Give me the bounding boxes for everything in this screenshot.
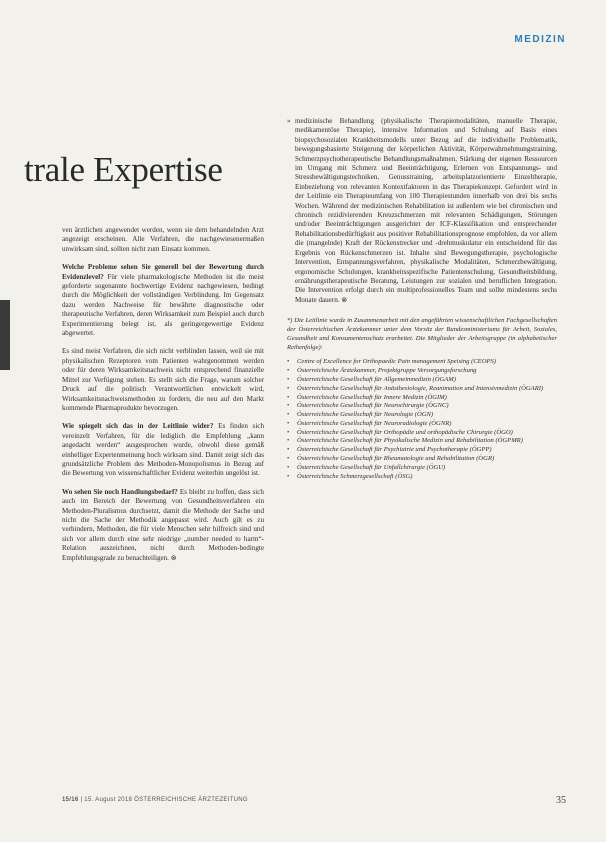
organization-list-item xyxy=(287,446,557,455)
organization-name: Österreichische Gesellschaft für Neuroradiologie (ÖGNR) xyxy=(297,419,452,427)
organization-name: Centre of Excellence for Orthopaedic Pain management Speising (CEOPS) xyxy=(297,358,496,366)
bullet-marker: » xyxy=(287,117,291,125)
section-label: MEDIZIN xyxy=(514,34,566,45)
left-edge-image-fragment xyxy=(0,300,10,370)
organization-list-item xyxy=(287,411,557,420)
interview-question: Wie spiegelt sich das in der Leitlinie wider? xyxy=(62,422,214,431)
footnote: *) Die Leitlinie wurde in Zusammenarbeit mit den angeführten wissenschaftlichen Fachgesellschaften der Österreichischen Ärztekammer unter dem Vorsitz der Bundesministeriums für Arbeit, Soziales, Gesundheit und Konsumentenschutz erarbeitet. Die Mitglieder der Arbeitsgruppe (in alphabetischer Reihenfolge): xyxy=(287,317,557,351)
organization-list-item xyxy=(287,473,557,482)
bullet-icon: • xyxy=(287,446,290,454)
organization-name: Österreichische Schmerzgesellschaft (ÖSG) xyxy=(297,472,413,480)
organization-list-item xyxy=(287,455,557,464)
organization-name: Österreichische Gesellschaft für Neurochirurgie (ÖGNC) xyxy=(297,402,449,410)
end-of-article-icon: ⊗ xyxy=(170,553,177,562)
bullet-icon: • xyxy=(287,393,290,401)
organization-list-item xyxy=(287,367,557,376)
paragraph: Es sind meist Verfahren, die sich nicht verblinden lassen, weil sie mit physikalischen Rezeptoren vom Patienten wahrgenommen werden oder für deren Wirksamkeitsnachweis nicht entsprechend finanzielle Mittel zur Verfügung stehen. Es stellt sich die Frage, warum solcher Druck auf die politisch Verantwortlichen entwickelt wird, Wirksamkeitsnachweismethoden zu fordern, die neu auf den Markt kommende Pharmaprodukte bevorzugen. xyxy=(62,347,264,412)
organization-name: Österreichische Ärztekammer, Projektgruppe Versorgungsforschung xyxy=(297,367,477,375)
organization-list-item xyxy=(287,358,557,367)
bullet-icon: • xyxy=(287,402,290,410)
publication-name: ÖSTERREICHISCHE ÄRZTEZEITUNG xyxy=(134,797,248,803)
interview-answer: Es bleibt zu hoffen, dass sich auch im Bereich der Bewertung von Gesundheitsverfahren ein Methoden-Pluralismus durchsetzt, damit die Methode der Sache und nicht die Sache der Methodik angepasst wird. Auch gilt es zu verhindern, Methoden, die für viele Menschen sehr hilfreich sind und sich vor allem durch eine sehr niedrige „number needed to harm“-Relation auszeichnen, nicht durch Methoden-bedingte Empfehlungsgrade zu benachteiligen. xyxy=(62,487,264,562)
interview-question: Welche Probleme sehen Sie generell bei der Bewertung durch Evidenzlevel? xyxy=(62,263,264,281)
organization-list-item xyxy=(287,402,557,411)
page-number: 35 xyxy=(556,795,566,806)
bullet-icon: • xyxy=(287,367,290,375)
right-text-column xyxy=(287,117,557,481)
bullet-paragraph xyxy=(287,117,557,305)
organization-name: Österreichische Gesellschaft für Innere Medizin (ÖGIM) xyxy=(297,393,447,401)
page-footer xyxy=(62,795,566,807)
left-text-column xyxy=(62,226,264,572)
bullet-icon: • xyxy=(287,472,290,480)
interview-answer: Für viele pharmakologische Methoden ist die meist geforderte sogenannte hochwertige Evidenz nachgewiesen, bedingt durch die Möglichkeit der vollständigen Verblindung. Im Gegensatz dazu werden Nachweise für bewährte diagnostische oder therapeutische Verfahren, deren Wirksamkeit zum Beispiel auch durch Experimentierung belegt ist, als geringergewertige Evidenz abgewertet. xyxy=(62,272,264,338)
qa-paragraph xyxy=(62,488,264,563)
organization-name: Österreichische Gesellschaft für Neurologie (ÖGN) xyxy=(297,411,434,419)
paragraph-text: medizinische Behandlung (physikalische Therapiemodalitäten, manuelle Therapie, medikamentöse Therapie), intensive Information und Schulung auf Basis eines biopsychosozialen Krankheitsmodells unter Bezug auf die individuelle Problematik, bewegungsbasierte Steigerung der körperlichen Aktivität, Körperwahrnehmungstraining, Schmerzpsychotherapeutische Behandlungsmaßnahmen, Stärkung der eigenen Ressourcen im Umgang mit Schmerz und Beeinträchtigung, Erlernen von Entspannungs- und Stressbewältigungstechniken, Genusstraining, arbeitsplatzorientierte Einzeltherapie, Einbeziehung von relevanten Kontextfaktoren in das Therapiekonzept. Gefordert wird in der Leitlinie ein Therapieumfang von 100 Therapiestunden innerhalb von drei bis sechs Wochen. Während der medizinischen Rehabilitation ist außerdem wie bei chronischen und chronisch rezidivierenden Kreuzschmerzen mit relevanten Schädigungen, Störungen und/oder Beeinträchtigungen ausgerichtet der ICF-Klassifikation und entsprechender Rehabilitationsbedürftigkeit aus positiver Rehabilitationsprognose empfohlen, da vor allem die (mangelnde) Kraft der Rückenstrecker und -drehmuskulatur ein entscheidend für das Ergebnis von Rückenschmerzen ist. Inhalte sind Bewegungstherapie, psychologische Intervention, Entspannungsverfahren, physikalische Modalitäten, Schmerzbewältigung, ergonomische Schulungen, krankheitsspezifische Patientenschulung, Gesundheitsbildung, ernährungstherapeutische Beratung, Leistungen zur sozialen und beruflichen Integration. Die Intervention erfolgt durch ein multiprofessionelles Team und sollte mindestens sechs Monate dauern. xyxy=(295,117,557,304)
bullet-icon: • xyxy=(287,419,290,427)
organization-name: Österreichische Gesellschaft für Anästhesiologie, Reanimation und Intensivmedizin (ÖGARI) xyxy=(297,384,544,392)
bullet-icon: • xyxy=(287,463,290,471)
organization-list-item xyxy=(287,464,557,473)
organization-name: Österreichische Gesellschaft für Orthopädie und orthopädische Chirurgie (ÖGO) xyxy=(297,428,513,436)
organization-list-item xyxy=(287,394,557,403)
bullet-icon: • xyxy=(287,437,290,445)
bullet-icon: • xyxy=(287,411,290,419)
organization-name: Österreichische Gesellschaft für Physikalische Medizin und Rehabilitation (ÖGPMR) xyxy=(297,437,523,445)
organization-list-item xyxy=(287,376,557,385)
paragraph: ven ärztlichen angewendet werden, wenn sie dem behandelnden Arzt angezeigt erscheinen. Alle Verfahren, die nachgewiesenermaßen unwirksam sind, sollten nicht zum Einsatz kommen. xyxy=(62,226,264,253)
organization-name: Österreichische Gesellschaft für Unfallchirurgie (ÖGU) xyxy=(297,463,446,471)
organization-list-item xyxy=(287,420,557,429)
interview-question: Wo sehen Sie noch Handlungsbedarf? xyxy=(62,487,178,496)
end-of-article-icon: ⊗ xyxy=(341,295,348,304)
organization-name: Österreichische Gesellschaft für Allgemeinmedizin (ÖGAM) xyxy=(297,375,456,383)
article-headline: trale Expertise xyxy=(24,150,223,189)
bullet-icon: • xyxy=(287,384,290,392)
interview-answer: Es finden sich vereinzelt Verfahren, für die lediglich die Empfehlung „kann angedacht werden“ ausgesprochen wurde, obwohl diese gemäß einhelliger Expertenmeinung hoch wirksam sind. Damit zeigt sich das grundsätzliche Problem des Methoden-Monopolismus in Bezug auf die Bewertung von wissenschaftlicher Evidenz weiterhin ungelöst ist. xyxy=(62,422,264,478)
issue-number: 15/16 xyxy=(62,797,79,803)
bullet-icon: • xyxy=(287,455,290,463)
organization-list xyxy=(287,358,557,481)
organization-name: Österreichische Gesellschaft für Rheumatologie und Rehabilitation (ÖGR) xyxy=(297,455,495,463)
qa-paragraph xyxy=(62,263,264,338)
bullet-icon: • xyxy=(287,375,290,383)
organization-list-item xyxy=(287,385,557,394)
footer-info xyxy=(62,797,248,803)
organization-name: Österreichische Gesellschaft für Psychiatrie und Psychotherapie (ÖGPP) xyxy=(297,446,492,454)
bullet-icon: • xyxy=(287,428,290,436)
issue-date: | 15. August 2018 xyxy=(80,797,133,803)
organization-list-item xyxy=(287,437,557,446)
qa-paragraph xyxy=(62,422,264,478)
bullet-icon: • xyxy=(287,358,290,366)
